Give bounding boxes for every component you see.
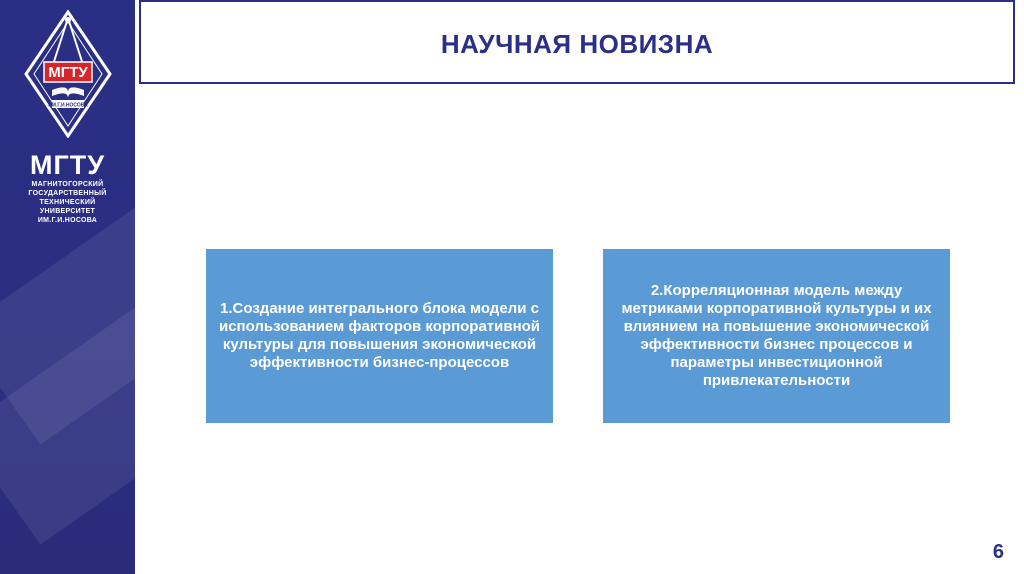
- sidebar: [0, 0, 135, 574]
- title-box: [139, 0, 1015, 84]
- emblem-text: МГТУ: [48, 64, 88, 81]
- subtitle-line: ТЕХНИЧЕСКИЙ: [39, 199, 96, 206]
- novelty-card-2: [603, 249, 950, 423]
- subtitle-line: МАГНИТОГОРСКИЙ: [31, 181, 104, 188]
- novelty-card-text: 1.Создание интегрального блока модели с использованием факторов корпоративной культуры для повышения экономической эффективности бизнес-процессов: [218, 300, 541, 371]
- subtitle-line: ИМ.Г.И.НОСОВА: [37, 217, 98, 224]
- emblem-sub-text: ИМ.Г.И.НОСОВА: [48, 102, 88, 109]
- subtitle-line: ГОСУДАРСТВЕННЫЙ: [28, 190, 107, 197]
- university-subtitle: [0, 180, 135, 225]
- novelty-card-text: 2.Корреляционная модель между метриками корпоративной культуры и их влиянием на повышение экономической эффективности бизнес процессов и параметры инвестиционной привлекательности: [621, 282, 932, 389]
- university-name: МГТУ: [29, 150, 106, 180]
- page-title: НАУЧНАЯ НОВИЗНА: [440, 29, 714, 59]
- university-emblem: [22, 8, 114, 138]
- subtitle-line: УНИВЕРСИТЕТ: [39, 208, 96, 215]
- page-number: 6: [992, 541, 1004, 563]
- novelty-card-1: [206, 249, 553, 423]
